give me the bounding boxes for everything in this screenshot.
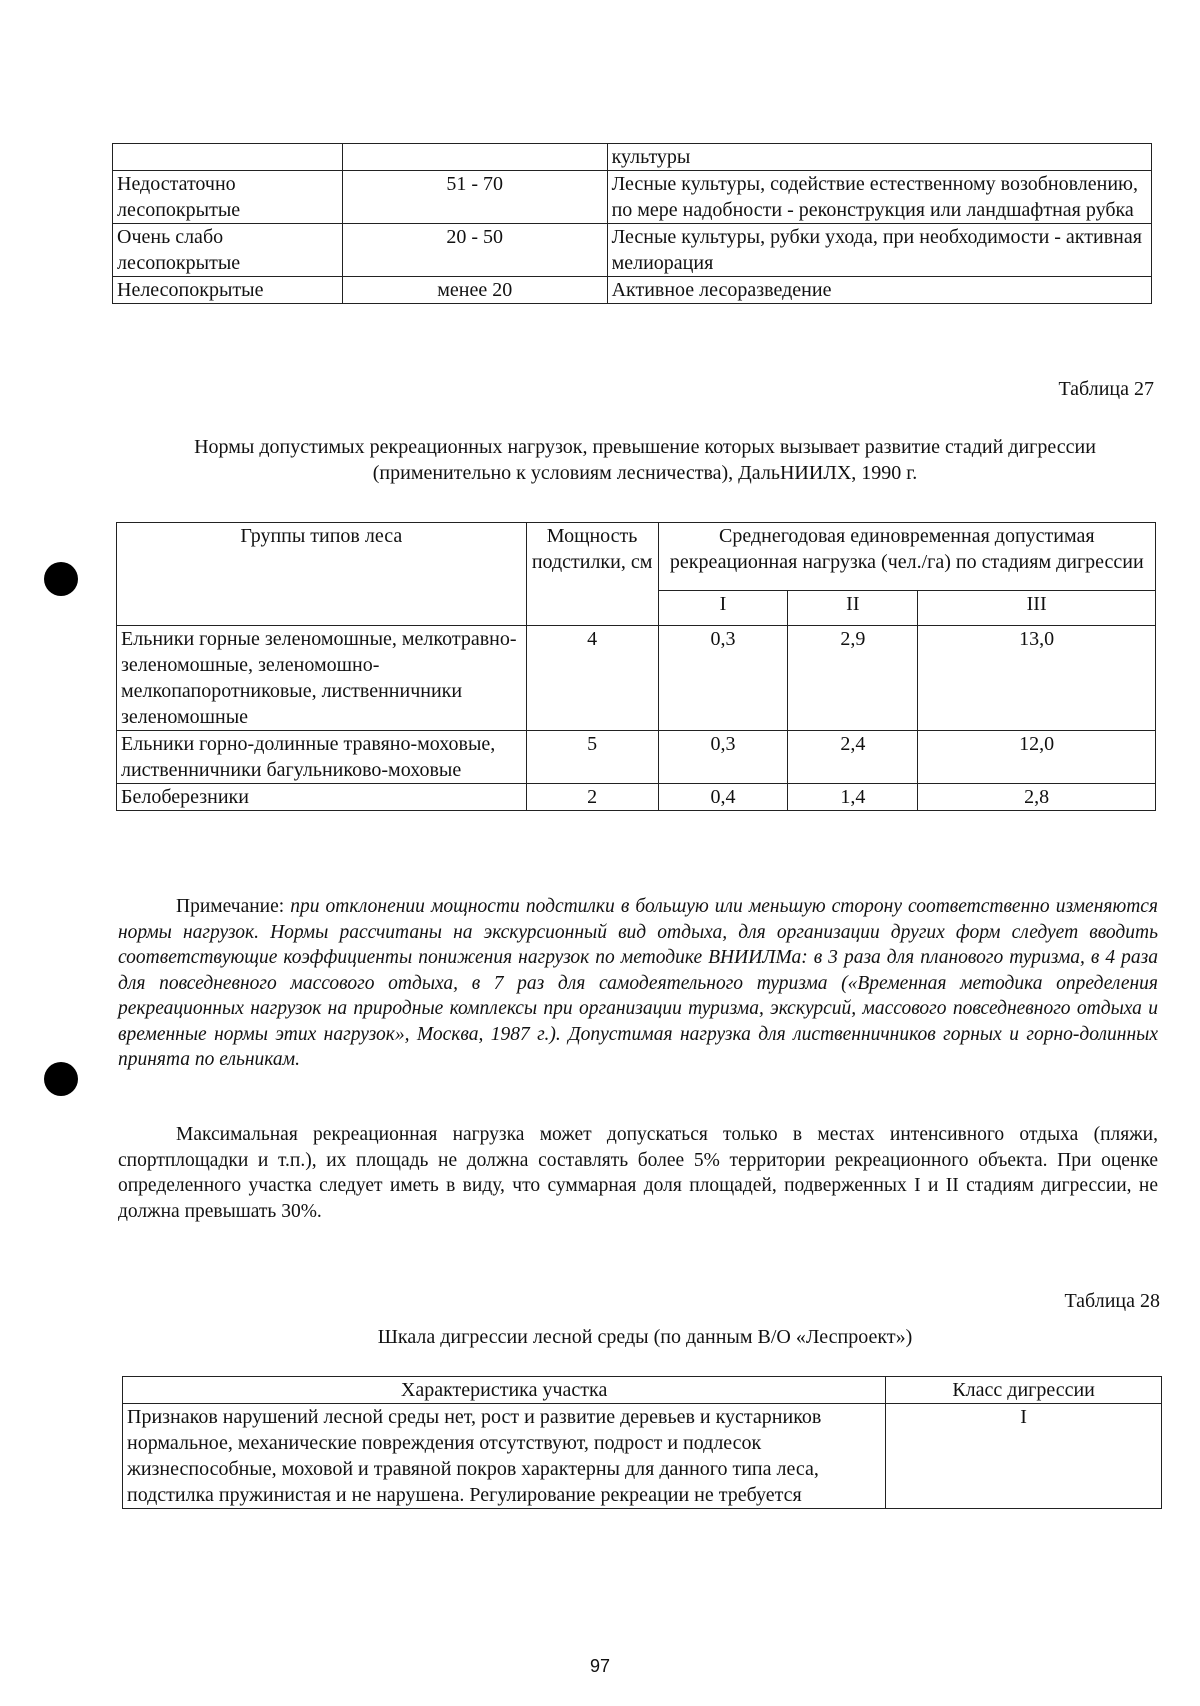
note-text: при отклонении мощности подстилки в большую или меньшую сторону соответственно изменяются нормы нагрузок. Нормы рассчитаны на экскурсионный вид отдыха, для организации других форм следует вводить соответствующие коэффициенты понижения нагрузок по методике ВНИИЛМа: в 3 раза для планового туризма, в 4 раза для повседневного массового отдыха, в 7 раз для самодеятельного туризма («Временная методика определения рекреационных нагрузок на природные комплексы при организации туризма, экскурсий, массового повседневного отдыха и временные нормы этих нагрузок», Москва, 1987 г.). Допустимая нагрузка для лиственничников горных и горно-долинных принята по ельникам. <box>118 896 1158 1070</box>
table-row <box>113 277 1152 304</box>
cell-stage-3: 2,8 <box>918 784 1156 811</box>
table27-title: Нормы допустимых рекреационных нагрузок, превышение которых вызывает развитие стадий дигрессии (применительно к условиям лесничества), ДальНИИЛХ, 1990 г. <box>194 436 1096 484</box>
table-header-row <box>117 523 1156 591</box>
cell-measure: культуры <box>607 144 1151 171</box>
table-header-row <box>123 1377 1162 1404</box>
cell-measure: Лесные культуры, содействие естественному возобновлению, по мере надобности - реконструкция или ландшафтная рубка <box>607 171 1151 224</box>
cell-stage-1: 0,3 <box>658 731 788 784</box>
cell-group: Очень слабо лесопокрытые <box>113 224 343 277</box>
table28-number: Таблица 28 <box>1064 1290 1160 1312</box>
cell-litter: 2 <box>526 784 658 811</box>
header-characteristic: Характеристика участка <box>123 1377 886 1404</box>
body-paragraph: Максимальная рекреационная нагрузка может допускаться только в местах интенсивного отдыха (пляжи, спортплощадки и т.п.), их площадь не должна составлять более 5% территории рекреационного объекта. При оценке определенного участка следует иметь в виду, что суммарная доля площадей, подверженных I и II стадиям дигрессии, не должна превышать 30%. <box>118 1124 1158 1222</box>
cell-value: менее 20 <box>342 277 607 304</box>
cell-litter: 5 <box>526 731 658 784</box>
table27-number: Таблица 27 <box>1058 378 1154 400</box>
cell-value: 51 - 70 <box>342 171 607 224</box>
binder-hole-top <box>44 562 78 596</box>
note-label: Примечание: <box>176 896 285 917</box>
cell-stage-2: 2,9 <box>788 626 918 731</box>
header-class: Класс дигрессии <box>886 1377 1162 1404</box>
header-litter: Мощность подстилки, см <box>526 523 658 626</box>
cell-stage-1: 0,4 <box>658 784 788 811</box>
page-number: 97 <box>589 1656 611 1676</box>
cell-stage-1: 0,3 <box>658 626 788 731</box>
cell-group: Ельники горно-долинные травяно-моховые, лиственничники багульниково-моховые <box>117 731 527 784</box>
cell-stage-3: 13,0 <box>918 626 1156 731</box>
cell-class: I <box>886 1404 1162 1509</box>
table28-title: Шкала дигрессии лесной среды (по данным В/О «Леспроект») <box>377 1326 913 1348</box>
cell-stage-2: 2,4 <box>788 731 918 784</box>
table-row <box>117 784 1156 811</box>
cell-stage-2: 1,4 <box>788 784 918 811</box>
cell-group: Белоберезники <box>117 784 527 811</box>
binder-hole-bottom <box>44 1062 78 1096</box>
cell-value: 20 - 50 <box>342 224 607 277</box>
cell-group: Ельники горные зеленомошные, мелкотравно-зеленомошные, зеленомошно-мелкопапоротниковые, лиственничники зеленомошные <box>117 626 527 731</box>
cell-group: Недостаточно лесопокрытые <box>113 171 343 224</box>
header-stage-2: II <box>788 591 918 626</box>
cell-group <box>113 144 343 171</box>
table-continuation <box>112 143 1152 304</box>
header-stage-3: III <box>918 591 1156 626</box>
table-row <box>113 171 1152 224</box>
table-row <box>113 144 1152 171</box>
note-paragraph <box>118 894 1158 1073</box>
cell-stage-3: 12,0 <box>918 731 1156 784</box>
cell-characteristic: Признаков нарушений лесной среды нет, рост и развитие деревьев и кустарников нормальное, механические повреждения отсутствуют, подрост и подлесок жизнеспособные, моховой и травяной покров характерны для данного типа леса, подстилка пружинистая и не нарушена. Регулирование рекреации не требуется <box>123 1404 886 1509</box>
cell-litter: 4 <box>526 626 658 731</box>
cell-measure: Лесные культуры, рубки ухода, при необходимости - активная мелиорация <box>607 224 1151 277</box>
table28 <box>122 1376 1162 1509</box>
table-row <box>117 626 1156 731</box>
cell-group: Нелесопокрытые <box>113 277 343 304</box>
header-group: Группы типов леса <box>117 523 527 626</box>
header-load: Среднегодовая единовременная допустимая рекреационная нагрузка (чел./га) по стадиям дигрессии <box>658 523 1155 591</box>
header-stage-1: I <box>658 591 788 626</box>
table-row <box>123 1404 1162 1509</box>
table27 <box>116 522 1156 811</box>
cell-value <box>342 144 607 171</box>
table-row <box>113 224 1152 277</box>
cell-measure: Активное лесоразведение <box>607 277 1151 304</box>
table-row <box>117 731 1156 784</box>
